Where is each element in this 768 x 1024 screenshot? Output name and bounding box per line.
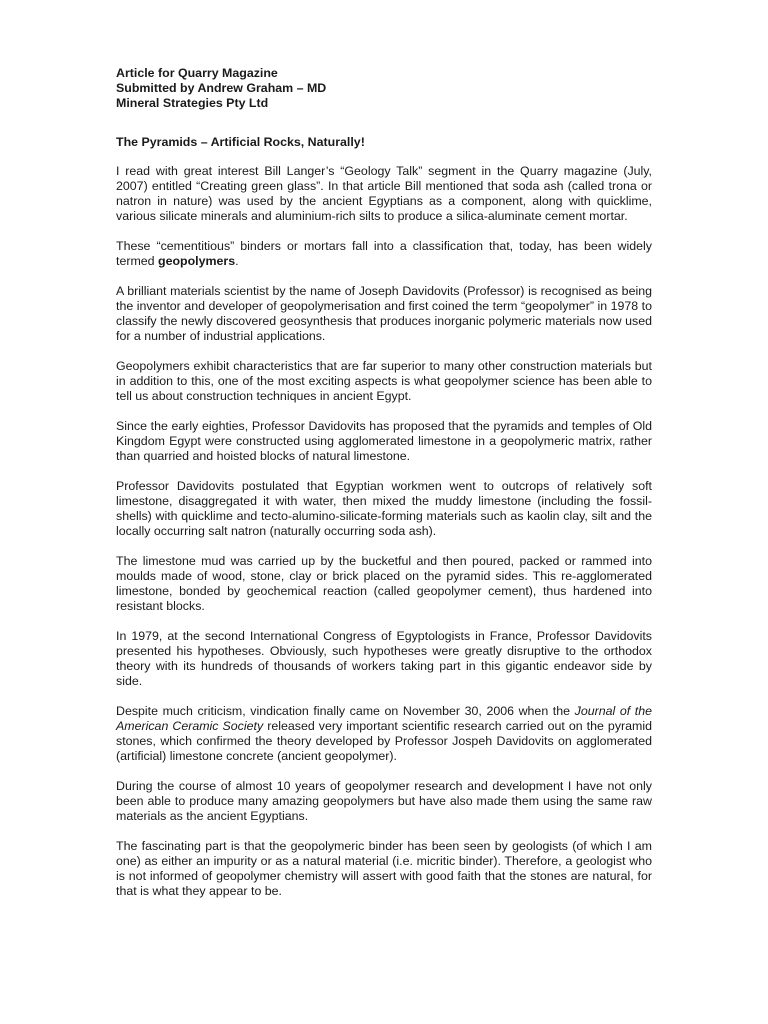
paragraph-2-end: . bbox=[235, 254, 239, 268]
paragraph-3: A brilliant materials scientist by the name of Joseph Davidovits (Professor) is recognised as being the inventor and developer of geopolymerisation and first coined the term “geopolymer” in 1978 to classify the newly discovered geosynthesis that produces inorganic polymeric materials now used for a number of industrial applications. bbox=[116, 284, 652, 343]
paragraph-2-text: These “cementitious” binders or mortars fall into a classification that, today, has been widely termed bbox=[116, 239, 652, 268]
paragraph-9 bbox=[116, 704, 652, 764]
header-company: Mineral Strategies Pty Ltd bbox=[116, 96, 269, 110]
paragraph-2 bbox=[116, 239, 652, 269]
paragraph-7: The limestone mud was carried up by the bucketful and then poured, packed or rammed into moulds made of wood, stone, clay or brick placed on the pyramid sides. This re-agglomerated limestone, bonded by geochemical reaction (called geopolymer cement), thus hardened into resistant blocks. bbox=[116, 554, 652, 613]
header-publication: Article for Quarry Magazine bbox=[116, 66, 278, 80]
geopolymers-term: geopolymers bbox=[158, 254, 236, 268]
article-header bbox=[116, 66, 652, 111]
paragraph-6: Professor Davidovits postulated that Egyptian workmen went to outcrops of relatively soft limestone, disaggregated it with water, then mixed the muddy limestone (including the fossil-shells) with quicklime and tecto-alumino-silicate-forming materials such as kaolin clay, silt and the locally occurring salt natron (naturally occurring soda ash). bbox=[116, 479, 652, 538]
journal-name: Journal of the American Ceramic Society bbox=[116, 704, 652, 733]
paragraph-5: Since the early eighties, Professor Davidovits has proposed that the pyramids and temples of Old Kingdom Egypt were constructed using agglomerated limestone in a geopolymeric matrix, rather than quarried and hoisted blocks of natural limestone. bbox=[116, 419, 652, 463]
paragraph-11: The fascinating part is that the geopolymeric binder has been seen by geologists (of which I am one) as either an impurity or as a natural material (i.e. micritic binder). Therefore, a geologist who is not informed of geopolymer chemistry will assert with good faith that the stones are natural, for that is what they appear to be. bbox=[116, 839, 652, 898]
paragraph-8: In 1979, at the second International Congress of Egyptologists in France, Professor Davidovits presented his hypotheses. Obviously, such hypotheses were greatly disruptive to the orthodox theory with its hundreds of thousands of workers taking part in this gigantic endeavor side by side. bbox=[116, 629, 652, 688]
header-author: Submitted by Andrew Graham – MD bbox=[116, 81, 327, 95]
paragraph-10: During the course of almost 10 years of geopolymer research and development I have not only been able to produce many amazing geopolymers but have also made them using the same raw materials as the ancient Egyptians. bbox=[116, 779, 652, 823]
paragraph-9-text: Despite much criticism, vindication finally came on November 30, 2006 when the bbox=[116, 704, 575, 718]
document-page bbox=[116, 66, 652, 914]
paragraph-1: I read with great interest Bill Langer’s “Geology Talk” segment in the Quarry magazine (July, 2007) entitled “Creating green glass”. In that article Bill mentioned that soda ash (called trona or natron in nature) was used by the ancient Egyptians as a component, along with quicklime, various silicate minerals and aluminium-rich silts to produce a silica-aluminate cement mortar. bbox=[116, 164, 652, 223]
article-title: The Pyramids – Artificial Rocks, Naturally! bbox=[116, 135, 365, 149]
paragraph-4: Geopolymers exhibit characteristics that are far superior to many other construction materials but in addition to this, one of the most exciting aspects is what geopolymer science has been able to tell us about construction techniques in ancient Egypt. bbox=[116, 359, 652, 403]
paragraph-9-end: released very important scientific research carried out on the pyramid stones, which confirmed the theory developed by Professor Jospeh Davidovits on agglomerated (artificial) limestone concrete (ancient geopolymer). bbox=[116, 719, 653, 763]
